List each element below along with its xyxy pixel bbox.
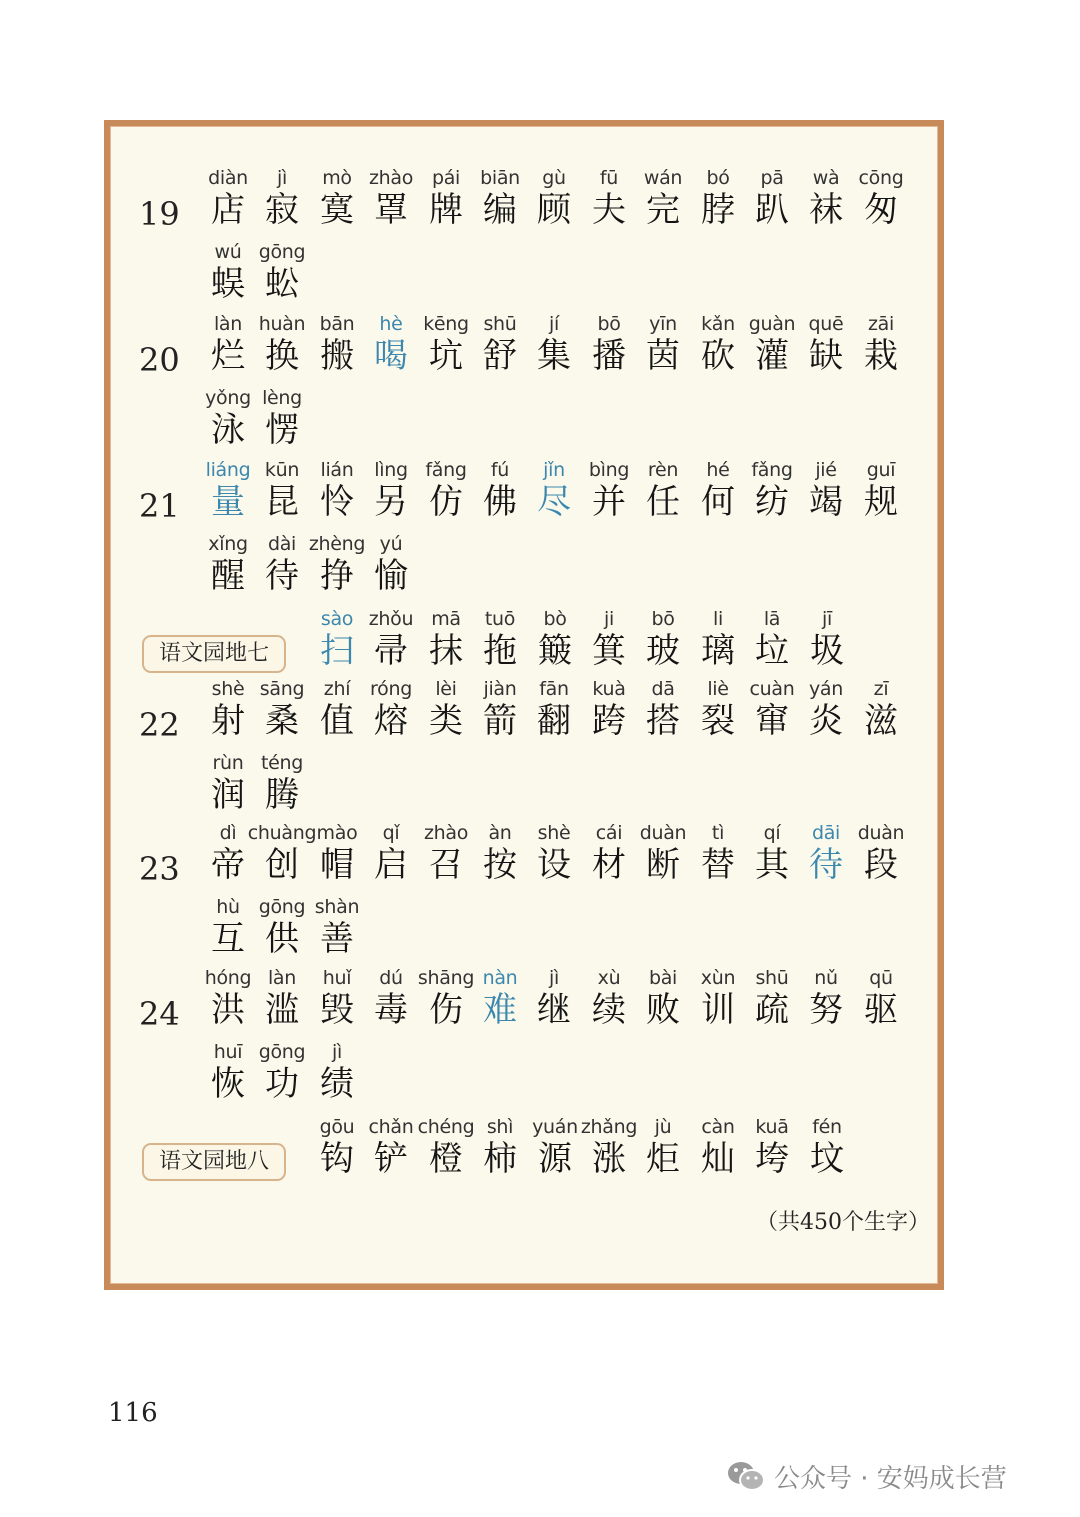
hanzi: 疏 <box>755 990 789 1030</box>
pinyin: hé <box>706 459 730 481</box>
pinyin: bō <box>597 313 621 335</box>
pinyin: shè <box>211 678 245 700</box>
hanzi: 互 <box>211 919 245 959</box>
hanzi: 断 <box>646 845 680 885</box>
hanzi: 仿 <box>429 482 463 522</box>
pinyin: bài <box>648 967 678 989</box>
pinyin: qū <box>869 967 893 989</box>
character-cell <box>852 460 910 546</box>
pinyin: qí <box>763 822 781 844</box>
lesson-number: 19 <box>139 195 180 233</box>
hanzi: 启 <box>374 845 408 885</box>
pinyin: yán <box>808 678 844 700</box>
pinyin: xùn <box>700 967 736 989</box>
pinyin: fǎng <box>751 459 793 481</box>
hanzi: 射 <box>211 701 245 741</box>
pinyin: shū <box>483 313 517 335</box>
hanzi: 缺 <box>809 336 843 376</box>
hanzi: 炬 <box>646 1139 680 1179</box>
pinyin: làn <box>267 967 297 989</box>
pinyin: huàn <box>258 313 306 335</box>
pinyin: qǐ <box>382 822 400 844</box>
hanzi: 按 <box>483 845 517 885</box>
pinyin: zāi <box>868 313 894 335</box>
hanzi: 翻 <box>537 701 571 741</box>
pinyin: bìng <box>588 459 630 481</box>
hanzi: 璃 <box>701 631 735 671</box>
pinyin: lìng <box>374 459 408 481</box>
hanzi: 何 <box>701 482 735 522</box>
hanzi: 窜 <box>755 701 789 741</box>
hanzi: 栽 <box>864 336 898 376</box>
pinyin: bō <box>651 608 675 630</box>
pinyin: shè <box>537 822 571 844</box>
hanzi: 毁 <box>320 990 354 1030</box>
pinyin: guàn <box>748 313 796 335</box>
pinyin: àn <box>488 822 512 844</box>
pinyin: shì <box>486 1116 514 1138</box>
pinyin: liè <box>707 678 729 700</box>
hanzi: 坟 <box>810 1139 844 1179</box>
hanzi: 圾 <box>810 631 844 671</box>
hanzi: 竭 <box>809 482 843 522</box>
pinyin: zhí <box>323 678 351 700</box>
hanzi: 值 <box>320 701 354 741</box>
pinyin: shàn <box>314 896 360 918</box>
hanzi: 败 <box>646 990 680 1030</box>
hanzi: 簸 <box>538 631 572 671</box>
hanzi: 垮 <box>755 1139 789 1179</box>
hanzi: 绩 <box>320 1064 354 1104</box>
pinyin: fū <box>599 167 619 189</box>
hanzi: 愉 <box>374 556 408 596</box>
pinyin: gù <box>542 167 566 189</box>
pinyin: quē <box>808 313 844 335</box>
pinyin: zī <box>873 678 889 700</box>
pinyin: tuō <box>484 608 516 630</box>
hanzi: 寞 <box>320 190 354 230</box>
hanzi: 脖 <box>701 190 735 230</box>
hanzi: 驱 <box>864 990 898 1030</box>
pinyin: jié <box>815 459 837 481</box>
hanzi: 功 <box>265 1064 299 1104</box>
pinyin: mào <box>316 822 358 844</box>
hanzi: 努 <box>809 990 843 1030</box>
hanzi: 待 <box>809 845 843 885</box>
hanzi: 泳 <box>211 410 245 450</box>
pinyin: yuán <box>532 1116 578 1138</box>
hanzi: 趴 <box>755 190 789 230</box>
hanzi: 箕 <box>592 631 626 671</box>
pinyin: mā <box>431 608 461 630</box>
pinyin: duàn <box>639 822 687 844</box>
hanzi: 善 <box>320 919 354 959</box>
hanzi: 任 <box>646 482 680 522</box>
pinyin: biān <box>480 167 520 189</box>
hanzi: 帝 <box>211 845 245 885</box>
hanzi: 烂 <box>211 336 245 376</box>
hanzi: 橙 <box>429 1139 463 1179</box>
pinyin: chǎn <box>368 1116 414 1138</box>
pinyin: bó <box>706 167 730 189</box>
pinyin: cōng <box>858 167 904 189</box>
pinyin: huī <box>213 1041 243 1063</box>
hanzi: 扫 <box>320 631 354 671</box>
hanzi: 完 <box>646 190 680 230</box>
pinyin: jù <box>654 1116 672 1138</box>
hanzi: 续 <box>592 990 626 1030</box>
hanzi: 跨 <box>592 701 626 741</box>
pinyin: gōng <box>258 896 306 918</box>
hanzi: 喝 <box>374 336 408 376</box>
hanzi: 伤 <box>429 990 463 1030</box>
hanzi: 搬 <box>320 336 354 376</box>
pinyin: nǔ <box>814 967 838 989</box>
hanzi: 量 <box>211 482 245 522</box>
watermark <box>726 1456 1007 1496</box>
hanzi: 佛 <box>483 482 517 522</box>
pinyin: nàn <box>482 967 518 989</box>
pinyin: kūn <box>264 459 300 481</box>
pinyin: xù <box>597 967 621 989</box>
character-cell <box>852 168 910 254</box>
hanzi: 灌 <box>755 336 789 376</box>
hanzi: 播 <box>592 336 626 376</box>
pinyin: zhǒu <box>368 608 414 630</box>
pinyin: sāng <box>259 678 305 700</box>
hanzi: 材 <box>592 845 626 885</box>
pinyin: guī <box>866 459 896 481</box>
pinyin: bān <box>319 313 355 335</box>
pinyin: téng <box>260 752 304 774</box>
pinyin: làn <box>213 313 243 335</box>
pinyin: jí <box>549 313 559 335</box>
pinyin: zhào <box>423 822 469 844</box>
pinyin: huǐ <box>322 967 352 989</box>
lesson-number: 21 <box>139 487 180 525</box>
hanzi: 并 <box>592 482 626 522</box>
character-cell <box>852 968 910 1054</box>
pinyin: cái <box>595 822 623 844</box>
pinyin: ji <box>604 608 614 630</box>
hanzi: 训 <box>701 990 735 1030</box>
pinyin: gōng <box>258 1041 306 1063</box>
hanzi: 毒 <box>374 990 408 1030</box>
pinyin: kuà <box>592 678 626 700</box>
section-label-garden: 语文园地八 <box>142 1143 286 1181</box>
hanzi: 醒 <box>211 556 245 596</box>
hanzi: 润 <box>211 775 245 815</box>
pinyin: kēng <box>423 313 469 335</box>
hanzi: 顾 <box>537 190 571 230</box>
pinyin: sào <box>320 608 354 630</box>
lesson-number: 22 <box>139 706 180 744</box>
pinyin: cuàn <box>749 678 795 700</box>
lesson-number: 23 <box>139 850 180 888</box>
hanzi: 拖 <box>483 631 517 671</box>
hanzi: 箭 <box>483 701 517 741</box>
hanzi: 替 <box>701 845 735 885</box>
hanzi: 桑 <box>265 701 299 741</box>
pinyin: hù <box>216 896 240 918</box>
pinyin: rèn <box>647 459 679 481</box>
hanzi: 垃 <box>755 631 789 671</box>
pinyin: wà <box>812 167 840 189</box>
hanzi: 裂 <box>701 701 735 741</box>
hanzi: 抹 <box>429 631 463 671</box>
pinyin: fǎng <box>425 459 467 481</box>
hanzi: 店 <box>211 190 245 230</box>
character-cell <box>852 679 910 765</box>
pinyin: diàn <box>208 167 248 189</box>
hanzi: 玻 <box>646 631 680 671</box>
pinyin: zhǎng <box>580 1116 638 1138</box>
hanzi: 夫 <box>592 190 626 230</box>
hanzi: 召 <box>429 845 463 885</box>
hanzi: 滥 <box>265 990 299 1030</box>
pinyin: lián <box>320 459 354 481</box>
pinyin: dā <box>651 678 675 700</box>
pinyin: yīn <box>649 313 677 335</box>
hanzi: 炎 <box>809 701 843 741</box>
pinyin: li <box>713 608 723 630</box>
pinyin: gōu <box>319 1116 355 1138</box>
hanzi: 段 <box>864 845 898 885</box>
hanzi: 滋 <box>864 701 898 741</box>
pinyin: zhèng <box>308 533 366 555</box>
pinyin: jì <box>332 1041 342 1063</box>
pinyin: wú <box>214 241 242 263</box>
lesson-number: 20 <box>139 341 180 379</box>
hanzi: 恢 <box>211 1064 245 1104</box>
pinyin: hóng <box>204 967 252 989</box>
pinyin: pā <box>760 167 784 189</box>
pinyin: tì <box>711 822 725 844</box>
pinyin: chuàng <box>247 822 317 844</box>
pinyin: yǒng <box>205 387 251 409</box>
pinyin: càn <box>701 1116 735 1138</box>
hanzi: 集 <box>537 336 571 376</box>
pinyin: wán <box>643 167 683 189</box>
character-cell <box>852 823 910 909</box>
pinyin: jǐn <box>543 459 565 481</box>
pinyin: gōng <box>258 241 306 263</box>
hanzi: 砍 <box>701 336 735 376</box>
pinyin: fén <box>812 1116 842 1138</box>
hanzi: 钩 <box>320 1139 354 1179</box>
pinyin: lèi <box>435 678 457 700</box>
pinyin: yú <box>379 533 403 555</box>
pinyin: róng <box>370 678 412 700</box>
hanzi: 牌 <box>429 190 463 230</box>
hanzi: 挣 <box>320 556 354 596</box>
hanzi: 柿 <box>483 1139 517 1179</box>
pinyin: jì <box>277 167 287 189</box>
hanzi: 难 <box>483 990 517 1030</box>
character-cell <box>852 314 910 400</box>
hanzi: 灿 <box>701 1139 735 1179</box>
hanzi: 坑 <box>429 336 463 376</box>
hanzi: 尽 <box>537 482 571 522</box>
hanzi: 帚 <box>374 631 408 671</box>
hanzi: 罩 <box>374 190 408 230</box>
pinyin: dì <box>219 822 237 844</box>
character-cell <box>798 1117 856 1203</box>
hanzi: 设 <box>537 845 571 885</box>
pinyin: kuā <box>755 1116 789 1138</box>
hanzi: 另 <box>374 482 408 522</box>
hanzi: 茵 <box>646 336 680 376</box>
hanzi: 待 <box>265 556 299 596</box>
pinyin: mò <box>322 167 352 189</box>
pinyin: pái <box>431 167 461 189</box>
hanzi: 供 <box>265 919 299 959</box>
pinyin: fān <box>539 678 569 700</box>
pinyin: kǎn <box>701 313 735 335</box>
pinyin: shū <box>755 967 789 989</box>
pinyin: chéng <box>417 1116 475 1138</box>
hanzi: 换 <box>265 336 299 376</box>
pinyin: bò <box>543 608 567 630</box>
section-label-garden: 语文园地七 <box>142 635 286 673</box>
total-characters-note: （共450个生字） <box>756 1210 930 1235</box>
hanzi: 匆 <box>864 190 898 230</box>
hanzi: 腾 <box>265 775 299 815</box>
hanzi: 规 <box>864 482 898 522</box>
hanzi: 纺 <box>755 482 789 522</box>
pinyin: dài <box>267 533 297 555</box>
pinyin: liáng <box>205 459 251 481</box>
pinyin: hè <box>379 313 403 335</box>
page-number: 116 <box>108 1398 158 1428</box>
hanzi: 蜈 <box>211 264 245 304</box>
hanzi: 昆 <box>265 482 299 522</box>
hanzi: 愣 <box>265 410 299 450</box>
hanzi: 舒 <box>483 336 517 376</box>
pinyin: jī <box>822 608 832 630</box>
hanzi: 编 <box>483 190 517 230</box>
lesson-number: 24 <box>139 995 180 1033</box>
hanzi: 蚣 <box>265 264 299 304</box>
pinyin: lā <box>763 608 781 630</box>
pinyin: rùn <box>212 752 244 774</box>
pinyin: dāi <box>811 822 841 844</box>
watermark-text: 公众号 · 安妈成长营 <box>774 1463 1007 1494</box>
hanzi: 袜 <box>809 190 843 230</box>
hanzi: 铲 <box>374 1139 408 1179</box>
hanzi: 类 <box>429 701 463 741</box>
wechat-icon <box>726 1459 766 1493</box>
hanzi: 搭 <box>646 701 680 741</box>
hanzi: 帽 <box>320 845 354 885</box>
pinyin: dú <box>379 967 403 989</box>
hanzi: 继 <box>537 990 571 1030</box>
hanzi: 怜 <box>320 482 354 522</box>
pinyin: duàn <box>857 822 905 844</box>
pinyin: xǐng <box>208 533 248 555</box>
pinyin: shāng <box>417 967 475 989</box>
hanzi: 寂 <box>265 190 299 230</box>
pinyin: zhào <box>368 167 414 189</box>
hanzi: 创 <box>265 845 299 885</box>
pinyin: fú <box>490 459 510 481</box>
hanzi: 涨 <box>592 1139 626 1179</box>
hanzi: 洪 <box>211 990 245 1030</box>
hanzi: 源 <box>538 1139 572 1179</box>
hanzi: 熔 <box>374 701 408 741</box>
pinyin: jiàn <box>483 678 517 700</box>
pinyin: jì <box>549 967 559 989</box>
hanzi: 其 <box>755 845 789 885</box>
pinyin: lèng <box>262 387 302 409</box>
